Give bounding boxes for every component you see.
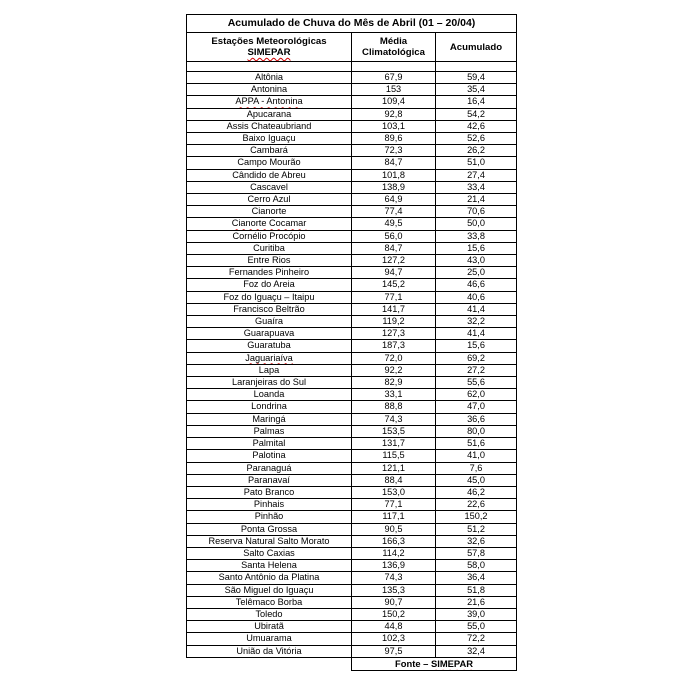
media-climatologica: 138,9 — [352, 181, 436, 193]
media-climatologica: 119,2 — [352, 316, 436, 328]
station-name: Foz do Iguaçu – Itaipu — [187, 291, 352, 303]
media-climatologica: 77,1 — [352, 291, 436, 303]
acumulado-value: 70,6 — [436, 206, 517, 218]
rainfall-table-container — [186, 14, 516, 671]
header-media-line1: Média — [379, 36, 408, 47]
media-climatologica: 153,5 — [352, 425, 436, 437]
station-name: Pato Branco — [187, 486, 352, 498]
table-row — [187, 596, 517, 608]
media-climatologica: 67,9 — [352, 72, 436, 84]
acumulado-value: 41,4 — [436, 328, 517, 340]
station-name: Cândido de Abreu — [187, 169, 352, 181]
acumulado-value: 22,6 — [436, 499, 517, 511]
table-row — [187, 535, 517, 547]
station-name: Assis Chateaubriand — [187, 120, 352, 132]
station-name: Entre Rios — [187, 255, 352, 267]
table-row — [187, 340, 517, 352]
acumulado-value: 33,8 — [436, 230, 517, 242]
footer-spacer — [187, 657, 352, 670]
acumulado-value: 51,0 — [436, 157, 517, 169]
table-row — [187, 230, 517, 242]
media-climatologica: 72,3 — [352, 145, 436, 157]
table-row — [187, 133, 517, 145]
table-row — [187, 328, 517, 340]
table-row — [187, 181, 517, 193]
media-climatologica: 109,4 — [352, 96, 436, 108]
station-name: Cambará — [187, 145, 352, 157]
media-climatologica: 90,7 — [352, 596, 436, 608]
rainfall-table — [186, 14, 517, 671]
station-name: Lapa — [187, 364, 352, 376]
media-climatologica: 84,7 — [352, 242, 436, 254]
station-name: União da Vitória — [187, 645, 352, 657]
media-climatologica: 77,1 — [352, 499, 436, 511]
station-name: Altônia — [187, 72, 352, 84]
table-row — [187, 413, 517, 425]
media-climatologica: 92,8 — [352, 108, 436, 120]
media-climatologica: 101,8 — [352, 169, 436, 181]
acumulado-value: 57,8 — [436, 547, 517, 559]
station-name: Campo Mourão — [187, 157, 352, 169]
blank-row — [187, 62, 517, 72]
table-row — [187, 547, 517, 559]
acumulado-value: 69,2 — [436, 352, 517, 364]
footer-prefix: Fonte – — [395, 658, 431, 670]
acumulado-value: 51,8 — [436, 584, 517, 596]
media-climatologica: 77,4 — [352, 206, 436, 218]
acumulado-value: 47,0 — [436, 401, 517, 413]
acumulado-value: 32,6 — [436, 535, 517, 547]
media-climatologica: 74,3 — [352, 413, 436, 425]
table-row — [187, 523, 517, 535]
media-climatologica: 127,3 — [352, 328, 436, 340]
station-name: Cianorte — [187, 206, 352, 218]
table-row — [187, 255, 517, 267]
media-climatologica: 92,2 — [352, 364, 436, 376]
acumulado-value: 25,0 — [436, 267, 517, 279]
media-climatologica: 114,2 — [352, 547, 436, 559]
media-climatologica: 153,0 — [352, 486, 436, 498]
station-name: Francisco Beltrão — [187, 303, 352, 315]
table-row — [187, 120, 517, 132]
acumulado-value: 40,6 — [436, 291, 517, 303]
media-climatologica: 135,3 — [352, 584, 436, 596]
acumulado-value: 55,6 — [436, 377, 517, 389]
station-name: Apucarana — [187, 108, 352, 120]
table-row — [187, 401, 517, 413]
acumulado-value: 35,4 — [436, 84, 517, 96]
station-name: Santa Helena — [187, 560, 352, 572]
media-climatologica: 127,2 — [352, 255, 436, 267]
table-row — [187, 218, 517, 230]
station-name: Laranjeiras do Sul — [187, 377, 352, 389]
table-row — [187, 462, 517, 474]
acumulado-value: 52,6 — [436, 133, 517, 145]
media-climatologica: 141,7 — [352, 303, 436, 315]
station-name: Baixo Iguaçu — [187, 133, 352, 145]
media-climatologica: 88,8 — [352, 401, 436, 413]
table-row — [187, 316, 517, 328]
table-row — [187, 303, 517, 315]
acumulado-value: 15,6 — [436, 340, 517, 352]
station-name: Pinhão — [187, 511, 352, 523]
acumulado-value: 59,4 — [436, 72, 517, 84]
table-row — [187, 352, 517, 364]
acumulado-value: 15,6 — [436, 242, 517, 254]
table-row — [187, 499, 517, 511]
station-name: Antonina — [187, 84, 352, 96]
table-title-row — [187, 15, 517, 33]
table-row — [187, 72, 517, 84]
acumulado-value: 62,0 — [436, 389, 517, 401]
table-row — [187, 486, 517, 498]
blank-cell — [187, 62, 352, 72]
station-name: Guarapuava — [187, 328, 352, 340]
media-climatologica: 103,1 — [352, 120, 436, 132]
acumulado-value: 55,0 — [436, 621, 517, 633]
acumulado-value: 27,2 — [436, 364, 517, 376]
media-climatologica: 117,1 — [352, 511, 436, 523]
table-row — [187, 279, 517, 291]
station-name: Toledo — [187, 608, 352, 620]
header-media-line2: Climatológica — [362, 47, 425, 58]
table-row — [187, 108, 517, 120]
acumulado-value: 50,0 — [436, 218, 517, 230]
acumulado-value: 26,2 — [436, 145, 517, 157]
acumulado-value: 41,0 — [436, 450, 517, 462]
table-row — [187, 389, 517, 401]
acumulado-value: 51,6 — [436, 438, 517, 450]
acumulado-value: 36,4 — [436, 572, 517, 584]
acumulado-value: 51,2 — [436, 523, 517, 535]
station-name: Palmas — [187, 425, 352, 437]
table-title: Acumulado de Chuva do Mês de Abril (01 – 20/04) — [187, 15, 517, 33]
table-row — [187, 145, 517, 157]
table-row — [187, 194, 517, 206]
station-name: Guaratuba — [187, 340, 352, 352]
acumulado-value: 150,2 — [436, 511, 517, 523]
table-row — [187, 560, 517, 572]
header-stations-line2: SIMEPAR — [247, 47, 291, 58]
media-climatologica: 115,5 — [352, 450, 436, 462]
table-row — [187, 84, 517, 96]
table-row — [187, 474, 517, 486]
blank-cell — [436, 62, 517, 72]
station-name: Londrina — [187, 401, 352, 413]
table-row — [187, 96, 517, 108]
media-climatologica: 82,9 — [352, 377, 436, 389]
media-climatologica: 72,0 — [352, 352, 436, 364]
table-row — [187, 291, 517, 303]
station-name: Fernandes Pinheiro — [187, 267, 352, 279]
table-row — [187, 169, 517, 181]
media-climatologica: 64,9 — [352, 194, 436, 206]
acumulado-value: 36,6 — [436, 413, 517, 425]
table-row — [187, 584, 517, 596]
acumulado-value: 46,2 — [436, 486, 517, 498]
acumulado-value: 32,4 — [436, 645, 517, 657]
table-row — [187, 242, 517, 254]
media-climatologica: 121,1 — [352, 462, 436, 474]
acumulado-value: 54,2 — [436, 108, 517, 120]
header-acumulado: Acumulado — [436, 33, 517, 62]
station-name: Santo Antônio da Platina — [187, 572, 352, 584]
media-climatologica: 44,8 — [352, 621, 436, 633]
table-row — [187, 377, 517, 389]
station-name: Maringá — [187, 413, 352, 425]
station-name: Paranaguá — [187, 462, 352, 474]
table-row — [187, 425, 517, 437]
media-climatologica: 131,7 — [352, 438, 436, 450]
media-climatologica: 84,7 — [352, 157, 436, 169]
acumulado-value: 58,0 — [436, 560, 517, 572]
table-row — [187, 450, 517, 462]
media-climatologica: 90,5 — [352, 523, 436, 535]
acumulado-value: 16,4 — [436, 96, 517, 108]
media-climatologica: 145,2 — [352, 279, 436, 291]
table-row — [187, 511, 517, 523]
station-name: Pinhais — [187, 499, 352, 511]
footer-source — [352, 657, 517, 670]
table-row — [187, 608, 517, 620]
station-name: Loanda — [187, 389, 352, 401]
station-name: Cornélio Procópio — [187, 230, 352, 242]
station-name: Curitiba — [187, 242, 352, 254]
station-name: São Miguel do Iguaçu — [187, 584, 352, 596]
table-row — [187, 364, 517, 376]
table-row — [187, 572, 517, 584]
media-climatologica: 102,3 — [352, 633, 436, 645]
media-climatologica: 94,7 — [352, 267, 436, 279]
media-climatologica: 150,2 — [352, 608, 436, 620]
acumulado-value: 45,0 — [436, 474, 517, 486]
station-name: Paranavaí — [187, 474, 352, 486]
station-name: Foz do Areia — [187, 279, 352, 291]
station-name: Palotina — [187, 450, 352, 462]
acumulado-value: 21,6 — [436, 596, 517, 608]
acumulado-value: 27,4 — [436, 169, 517, 181]
media-climatologica: 89,6 — [352, 133, 436, 145]
station-name: Ponta Grossa — [187, 523, 352, 535]
media-climatologica: 187,3 — [352, 340, 436, 352]
station-name: Salto Caxias — [187, 547, 352, 559]
table-row — [187, 438, 517, 450]
station-name: Jaguariaíva — [187, 352, 352, 364]
station-name: Telêmaco Borba — [187, 596, 352, 608]
acumulado-value: 80,0 — [436, 425, 517, 437]
table-row — [187, 645, 517, 657]
media-climatologica: 56,0 — [352, 230, 436, 242]
acumulado-value: 32,2 — [436, 316, 517, 328]
station-name: Ubiratã — [187, 621, 352, 633]
table-row — [187, 621, 517, 633]
station-name: Cianorte Cocamar — [187, 218, 352, 230]
acumulado-value: 42,6 — [436, 120, 517, 132]
table-row — [187, 157, 517, 169]
blank-cell — [352, 62, 436, 72]
media-climatologica: 166,3 — [352, 535, 436, 547]
table-header-row — [187, 33, 517, 62]
media-climatologica: 74,3 — [352, 572, 436, 584]
acumulado-value: 72,2 — [436, 633, 517, 645]
footer-source-name: SIMEPAR — [430, 658, 473, 670]
table-row — [187, 206, 517, 218]
acumulado-value: 46,6 — [436, 279, 517, 291]
media-climatologica: 153 — [352, 84, 436, 96]
station-name: Umuarama — [187, 633, 352, 645]
media-climatologica: 33,1 — [352, 389, 436, 401]
media-climatologica: 136,9 — [352, 560, 436, 572]
station-name: APPA - Antonina — [187, 96, 352, 108]
media-climatologica: 49,5 — [352, 218, 436, 230]
table-footer-row — [187, 657, 517, 670]
media-climatologica: 88,4 — [352, 474, 436, 486]
acumulado-value: 7,6 — [436, 462, 517, 474]
table-row — [187, 267, 517, 279]
acumulado-value: 41,4 — [436, 303, 517, 315]
acumulado-value: 39,0 — [436, 608, 517, 620]
station-name: Reserva Natural Salto Morato — [187, 535, 352, 547]
station-name: Guaíra — [187, 316, 352, 328]
acumulado-value: 21,4 — [436, 194, 517, 206]
station-name: Cascavel — [187, 181, 352, 193]
header-stations — [187, 33, 352, 62]
media-climatologica: 97,5 — [352, 645, 436, 657]
station-name: Palmital — [187, 438, 352, 450]
station-name: Cerro Azul — [187, 194, 352, 206]
table-row — [187, 633, 517, 645]
acumulado-value: 33,4 — [436, 181, 517, 193]
header-media — [352, 33, 436, 62]
acumulado-value: 43,0 — [436, 255, 517, 267]
header-stations-line1: Estações Meteorológicas — [211, 36, 327, 47]
